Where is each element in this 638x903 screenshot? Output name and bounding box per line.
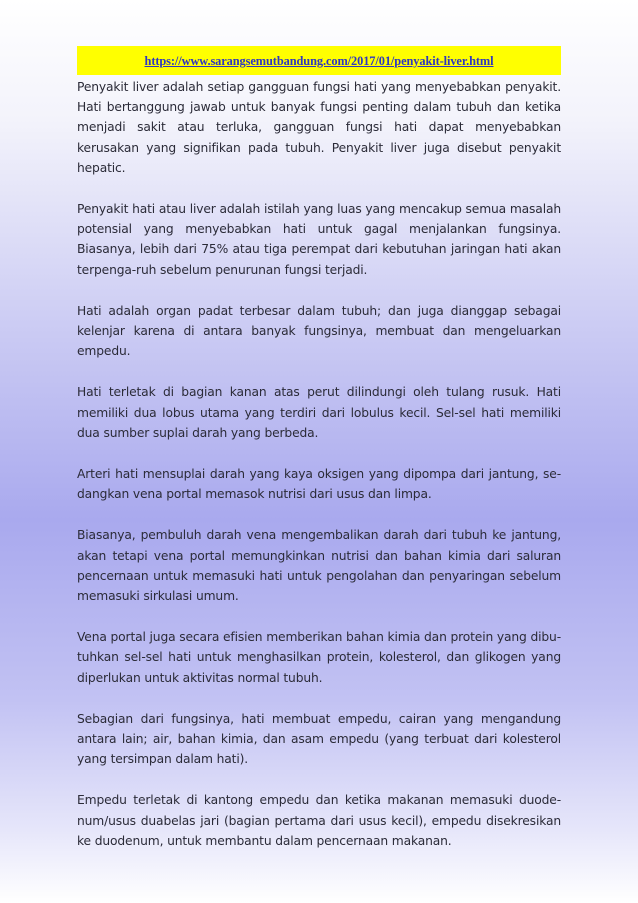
paragraph: Arteri hati mensuplai darah yang kaya oksigen yang dipompa dari jantung, se-dangkan vena portal memasok nutrisi dari usus dan limpa. (77, 467, 561, 502)
paragraph: Sebagian dari fungsinya, hati membuat empedu, cairan yang mengandung antara lain; air, bahan kimia, dan asam empedu (yang terbuat dari kolesterol yang tersimpan dalam hati). (77, 711, 561, 767)
paragraph: Vena portal juga secara efisien memberikan bahan kimia dan protein yang dibu-tuhkan sel-sel hati untuk menghasilkan protein, kolesterol, dan glikogen yang diperlukan untuk aktivitas normal tubuh. (77, 630, 561, 685)
page-body (77, 46, 561, 872)
paragraph: Biasanya, pembuluh darah vena mengembalikan darah dari tubuh ke jantung, akan tetapi vena portal memungkinkan nutrisi dan bahan kimia dari saluran pencernaan untuk memasuki hati untuk pengolahan dan penyaringan sebelum memasuki sirkulasi umum. (77, 528, 561, 604)
source-url-link[interactable]: https://www.sarangsemutbandung.com/2017/01/penyakit-liver.html (144, 54, 494, 68)
url-banner (77, 46, 561, 75)
article-content (77, 77, 561, 851)
paragraph: Hati terletak di bagian kanan atas perut dilindungi oleh tulang rusuk. Hati memiliki dua lobus utama yang terdiri dari lobulus kecil. Sel-sel hati memiliki dua sumber suplai darah yang berbeda. (77, 385, 561, 440)
paragraph: Empedu terletak di kantong empedu dan ketika makanan memasuki duode-num/usus duabelas jari (bagian pertama dari usus kecil), empedu disekresikan ke duodenum, untuk membantu dalam pencernaan makanan. (77, 793, 561, 848)
paragraph: Hati adalah organ padat terbesar dalam tubuh; dan juga dianggap sebagai kelenjar karena di antara banyak fungsinya, membuat dan mengeluarkan empedu. (77, 303, 561, 359)
paragraph: Penyakit hati atau liver adalah istilah yang luas yang mencakup semua masalah potensial yang menyebabkan hati untuk gagal menjalankan fungsinya. Biasanya, lebih dari 75% atau tiga perempat dari kebutuhan jaringan hati akan terpenga-ruh sebelum penurunan fungsi terjadi. (77, 202, 561, 277)
paragraph: Penyakit liver adalah setiap gangguan fungsi hati yang menyebabkan penyakit. Hati bertanggung jawab untuk banyak fungsi penting dalam tubuh dan ketika menjadi sakit atau terluka, gangguan fungsi hati dapat menyebabkan kerusakan yang signifikan pada tubuh. Penyakit liver juga disebut penyakit hepatic. (77, 80, 561, 175)
